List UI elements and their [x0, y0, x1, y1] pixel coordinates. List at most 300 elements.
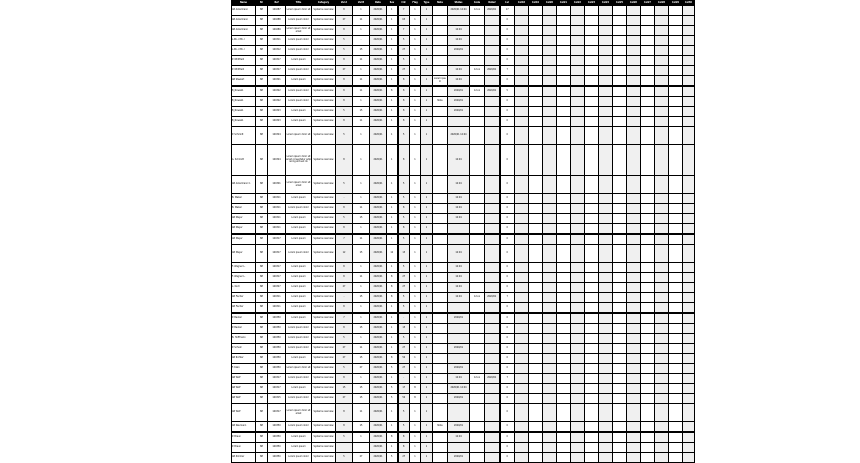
table-row[interactable] [232, 354, 695, 364]
table-cell: Systems overview [312, 214, 336, 224]
table-cell [485, 453, 500, 463]
table-row[interactable] [232, 97, 695, 107]
table-row[interactable] [232, 422, 695, 433]
column-header[interactable]: Col19 [529, 1, 543, 6]
table-cell: 1 [421, 404, 433, 422]
table-cell: 0 [500, 214, 515, 224]
table-cell: 2020/01 12:04 [448, 127, 470, 145]
table-row[interactable] [232, 334, 695, 344]
table-cell [669, 283, 683, 293]
table-cell: Systems overview [312, 86, 336, 97]
table-row[interactable] [232, 303, 695, 314]
column-header[interactable]: Col25 [613, 1, 627, 6]
table-cell [543, 453, 557, 463]
table-cell [669, 234, 683, 245]
table-cell [641, 86, 655, 97]
table-cell: Systems overview [312, 176, 336, 194]
table-cell [485, 432, 500, 443]
table-cell [655, 293, 669, 303]
table-cell: Systems overview [312, 283, 336, 293]
table-cell: NP [256, 26, 268, 36]
table-cell [529, 36, 543, 46]
table-cell [470, 36, 485, 46]
column-header[interactable]: Lvl [500, 1, 515, 6]
table-cell: 1 [387, 36, 398, 46]
table-cell: 1 [410, 422, 421, 433]
table-cell: Systems overview [312, 443, 336, 453]
table-cell [470, 422, 485, 433]
table-cell [571, 107, 585, 117]
column-header[interactable]: Name [232, 1, 256, 6]
table-cell [641, 6, 655, 16]
table-cell: 8 [387, 354, 398, 364]
table-cell: 2020/01 [370, 344, 387, 354]
table-cell [613, 354, 627, 364]
table-cell [669, 263, 683, 273]
table-cell [543, 263, 557, 273]
table-cell [627, 26, 641, 36]
table-cell: Systems overview [312, 422, 336, 433]
table-row[interactable] [232, 283, 695, 293]
table-cell: Systems overview [312, 334, 336, 344]
table-cell: AB Richter [232, 354, 256, 364]
table-cell [529, 432, 543, 443]
table-cell: NP [256, 6, 268, 16]
table-cell: 1 [421, 453, 433, 463]
table-cell: 8 [398, 145, 410, 176]
table-cell [613, 76, 627, 87]
table-row[interactable] [232, 344, 695, 354]
table-cell [485, 97, 500, 107]
table-cell [448, 334, 470, 344]
table-row[interactable] [232, 324, 695, 334]
table-cell: 27 [336, 16, 353, 26]
table-cell: 1 [410, 453, 421, 463]
table-cell: 100323 [268, 117, 286, 127]
table-cell: 2020/01 [448, 107, 470, 117]
table-cell: 8 [336, 26, 353, 36]
table-cell [515, 245, 529, 263]
table-row[interactable] [232, 145, 695, 176]
table-cell [655, 374, 669, 384]
table-cell [641, 422, 655, 433]
table-cell: 1 [421, 245, 433, 263]
table-cell [627, 56, 641, 66]
table-cell: 1 [421, 176, 433, 194]
table-cell [669, 117, 683, 127]
table-cell [613, 324, 627, 334]
table-cell [529, 86, 543, 97]
column-header[interactable]: Nr [256, 1, 268, 6]
table-cell [683, 127, 695, 145]
table-cell [433, 374, 448, 384]
table-cell: 1 [410, 404, 421, 422]
table-cell [470, 384, 485, 394]
column-header[interactable]: Category [312, 1, 336, 6]
table-cell: Systems overview [312, 245, 336, 263]
table-cell [655, 263, 669, 273]
table-row[interactable] [232, 313, 695, 324]
table-cell [515, 364, 529, 374]
table-row[interactable] [232, 86, 695, 97]
column-header[interactable]: Col29 [669, 1, 683, 6]
table-cell: Systems overview [312, 76, 336, 87]
table-cell [529, 293, 543, 303]
table-cell: 100311 [268, 224, 286, 235]
table-cell: AB Wolf [232, 384, 256, 394]
table-row[interactable] [232, 127, 695, 145]
table-cell [669, 384, 683, 394]
table-row[interactable] [232, 214, 695, 224]
table-cell [529, 384, 543, 394]
table-cell [641, 194, 655, 204]
table-cell [515, 283, 529, 293]
table-cell: 2020/01 [370, 273, 387, 283]
table-cell [470, 273, 485, 283]
table-cell [627, 443, 641, 453]
table-cell [613, 214, 627, 224]
table-row[interactable] [232, 273, 695, 283]
table-cell: 2020/01 [485, 66, 500, 76]
table-row[interactable] [232, 194, 695, 204]
table-cell [557, 263, 571, 273]
table-cell: AB Meyer [232, 224, 256, 235]
table-cell: 1 [421, 16, 433, 26]
table-cell [655, 324, 669, 334]
table-row[interactable] [232, 263, 695, 273]
table-cell [655, 404, 669, 422]
table-cell [557, 36, 571, 46]
table-cell [599, 16, 613, 26]
table-cell: 8 [336, 422, 353, 433]
table-cell [571, 394, 585, 404]
table-cell [529, 303, 543, 314]
table-cell [683, 354, 695, 364]
table-cell: 1 [410, 6, 421, 16]
table-cell [485, 394, 500, 404]
table-cell [433, 36, 448, 46]
table-row[interactable] [232, 107, 695, 117]
table-cell [613, 145, 627, 176]
table-row[interactable] [232, 453, 695, 463]
table-cell: Lorem ipsum [286, 293, 312, 303]
table-cell [627, 66, 641, 76]
table-row[interactable] [232, 16, 695, 26]
table-cell [613, 36, 627, 46]
table-cell: 1 [410, 324, 421, 334]
table-cell [627, 234, 641, 245]
table-cell: 1 [410, 107, 421, 117]
table-cell [543, 97, 557, 107]
table-cell [585, 194, 599, 204]
column-header[interactable]: Status [448, 1, 470, 6]
table-cell: 1 [387, 66, 398, 76]
table-cell [571, 283, 585, 293]
table-cell: 0 [500, 234, 515, 245]
table-cell: 100317 [268, 273, 286, 283]
table-cell: Systems overview [312, 432, 336, 443]
table-cell: 12 [387, 245, 398, 263]
table-cell [655, 364, 669, 374]
table-cell [585, 46, 599, 56]
table-cell: 1 [387, 56, 398, 66]
table-cell [627, 394, 641, 404]
table-cell [470, 56, 485, 66]
table-cell [529, 107, 543, 117]
column-header[interactable]: Col24 [599, 1, 613, 6]
table-cell [669, 204, 683, 214]
table-cell: Systems overview [312, 313, 336, 324]
table-cell [485, 117, 500, 127]
table-row[interactable] [232, 394, 695, 404]
table-cell: 27 [398, 273, 410, 283]
column-header[interactable]: Date [370, 1, 387, 6]
table-row[interactable] [232, 56, 695, 66]
table-cell [470, 16, 485, 26]
table-cell [433, 384, 448, 394]
table-cell [655, 26, 669, 36]
table-cell: Systems overview [312, 46, 336, 56]
column-header[interactable]: Col21 [557, 1, 571, 6]
table-cell: 8 [398, 204, 410, 214]
table-cell: 1 [421, 364, 433, 374]
table-cell [529, 394, 543, 404]
table-cell: 12:04 [448, 245, 470, 263]
table-row[interactable] [232, 36, 695, 46]
table-cell [543, 107, 557, 117]
table-row[interactable] [232, 404, 695, 422]
column-header[interactable]: Note [433, 1, 448, 6]
table-cell: NP [256, 453, 268, 463]
table-cell: 12:04 [448, 26, 470, 36]
table-cell [641, 443, 655, 453]
table-cell [433, 263, 448, 273]
table-row[interactable] [232, 26, 695, 36]
table-cell [669, 97, 683, 107]
table-cell: 100317 [268, 263, 286, 273]
table-cell [529, 204, 543, 214]
column-header[interactable]: Date2 [485, 1, 500, 6]
table-cell [641, 303, 655, 314]
column-header[interactable]: Flag [410, 1, 421, 6]
table-cell [515, 384, 529, 394]
table-row[interactable] [232, 432, 695, 443]
table-row[interactable] [232, 293, 695, 303]
table-cell: 2020/01 [370, 313, 387, 324]
table-cell: 12:04 [448, 66, 470, 76]
table-cell: Lorem ipsum dolor [286, 453, 312, 463]
table-cell: 1 [410, 26, 421, 36]
table-row[interactable] [232, 364, 695, 374]
table-cell: Systems overview [312, 36, 336, 46]
table-row[interactable] [232, 234, 695, 245]
table-cell: 100317 [268, 374, 286, 384]
table-cell: 1 [421, 214, 433, 224]
table-cell: 2020/01 [370, 107, 387, 117]
table-cell [655, 56, 669, 66]
table-cell [470, 194, 485, 204]
table-cell [655, 16, 669, 26]
table-cell [669, 127, 683, 145]
table-cell [585, 107, 599, 117]
table-cell: 12:04 [448, 283, 470, 293]
table-cell [655, 344, 669, 354]
table-cell [599, 76, 613, 87]
table-cell [655, 145, 669, 176]
table-cell [627, 354, 641, 364]
table-row[interactable] [232, 66, 695, 76]
table-cell [627, 273, 641, 283]
table-cell: 2020/01 [370, 293, 387, 303]
table-cell [433, 214, 448, 224]
table-cell [557, 283, 571, 293]
table-cell [627, 303, 641, 314]
column-header[interactable]: Type [421, 1, 433, 6]
table-cell [585, 354, 599, 364]
column-header[interactable]: Sev [387, 1, 398, 6]
table-cell [599, 204, 613, 214]
table-cell: 5 [398, 56, 410, 66]
table-cell: 1 [410, 145, 421, 176]
table-cell: 1 [387, 422, 398, 433]
table-cell: Lorem ipsum dolor [286, 245, 312, 263]
table-cell [627, 384, 641, 394]
table-cell [470, 283, 485, 293]
table-cell [683, 443, 695, 453]
table-cell [470, 364, 485, 374]
column-header[interactable]: Val B [353, 1, 370, 6]
table-cell: 0 [500, 117, 515, 127]
table-cell [433, 453, 448, 463]
table-cell: 8 [398, 443, 410, 453]
column-header[interactable]: Ref [268, 1, 286, 6]
table-row[interactable] [232, 443, 695, 453]
table-row[interactable] [232, 204, 695, 214]
table-cell: 5 [336, 46, 353, 56]
table-row[interactable] [232, 46, 695, 56]
table-cell: 1 [410, 16, 421, 26]
table-cell [585, 66, 599, 76]
table-cell [613, 56, 627, 66]
table-row[interactable] [232, 224, 695, 235]
column-header[interactable]: Col26 [627, 1, 641, 6]
table-cell: 5 [398, 263, 410, 273]
table-cell [683, 453, 695, 463]
table-cell: 15 [398, 324, 410, 334]
table-cell: Lorem ipsum [286, 273, 312, 283]
table-row[interactable] [232, 374, 695, 384]
table-cell: 8 [336, 6, 353, 16]
table-cell [433, 117, 448, 127]
table-cell [599, 145, 613, 176]
table-cell: 0 [500, 224, 515, 235]
column-header[interactable]: Col30 [683, 1, 695, 6]
table-cell [515, 26, 529, 36]
table-cell: P. Braun [232, 432, 256, 443]
table-cell: P. Becker [232, 324, 256, 334]
table-cell: Systems overview [312, 117, 336, 127]
column-header[interactable]: Cnt [398, 1, 410, 6]
table-cell [515, 16, 529, 26]
table-cell: 5 [398, 194, 410, 204]
table-cell [433, 324, 448, 334]
table-row[interactable] [232, 176, 695, 194]
table-cell: Systems overview [312, 97, 336, 107]
table-cell [515, 46, 529, 56]
table-cell: 1 [410, 283, 421, 293]
table-cell [669, 66, 683, 76]
table-cell [571, 344, 585, 354]
column-header[interactable]: Col20 [543, 1, 557, 6]
table-cell: 1 [410, 303, 421, 314]
table-row[interactable] [232, 117, 695, 127]
column-header[interactable]: Col27 [641, 1, 655, 6]
table-cell: 100350 [268, 432, 286, 443]
table-cell [599, 6, 613, 16]
table-cell: 63 [398, 16, 410, 26]
table-cell [557, 176, 571, 194]
table-cell [543, 117, 557, 127]
column-header[interactable]: Col18 [515, 1, 529, 6]
table-cell: Lorem ipsum [286, 384, 312, 394]
table-cell [543, 16, 557, 26]
table-cell: NP [256, 194, 268, 204]
table-cell: 0 [500, 324, 515, 334]
table-cell: NP [256, 303, 268, 314]
table-cell [529, 56, 543, 66]
table-cell [585, 6, 599, 16]
table-cell [613, 97, 627, 107]
column-header[interactable]: Code [470, 1, 485, 6]
table-cell: Lorem ipsum dolor sit amet [286, 26, 312, 36]
table-cell [683, 107, 695, 117]
table-row[interactable] [232, 384, 695, 394]
table-cell: 27 [336, 354, 353, 364]
table-cell: 15 [353, 214, 370, 224]
table-cell: 100321 [268, 76, 286, 87]
column-header[interactable]: Col23 [585, 1, 599, 6]
table-cell: NP [256, 432, 268, 443]
table-cell: 2020/01 [370, 432, 387, 443]
table-cell: 8 [398, 432, 410, 443]
table-cell [515, 56, 529, 66]
column-header[interactable]: Title [286, 1, 312, 6]
table-cell: Lorem ipsum [286, 313, 312, 324]
table-cell: 5 [336, 36, 353, 46]
table-row[interactable] [232, 245, 695, 263]
table-cell [683, 46, 695, 56]
table-row[interactable] [232, 6, 695, 16]
table-cell: 1 [353, 194, 370, 204]
table-cell [599, 56, 613, 66]
column-header[interactable]: Col28 [655, 1, 669, 6]
table-cell [599, 384, 613, 394]
table-cell [515, 234, 529, 245]
table-cell [599, 344, 613, 354]
table-cell [470, 453, 485, 463]
table-cell: 2020/01 [448, 344, 470, 354]
column-header[interactable]: Col22 [571, 1, 585, 6]
table-cell: L. Koch [232, 283, 256, 293]
column-header[interactable]: Val A [336, 1, 353, 6]
table-row[interactable] [232, 76, 695, 87]
table-cell [683, 194, 695, 204]
table-cell [655, 46, 669, 56]
table-cell [683, 97, 695, 107]
table-cell [585, 26, 599, 36]
table-cell [683, 364, 695, 374]
table-cell: 1 [410, 194, 421, 204]
